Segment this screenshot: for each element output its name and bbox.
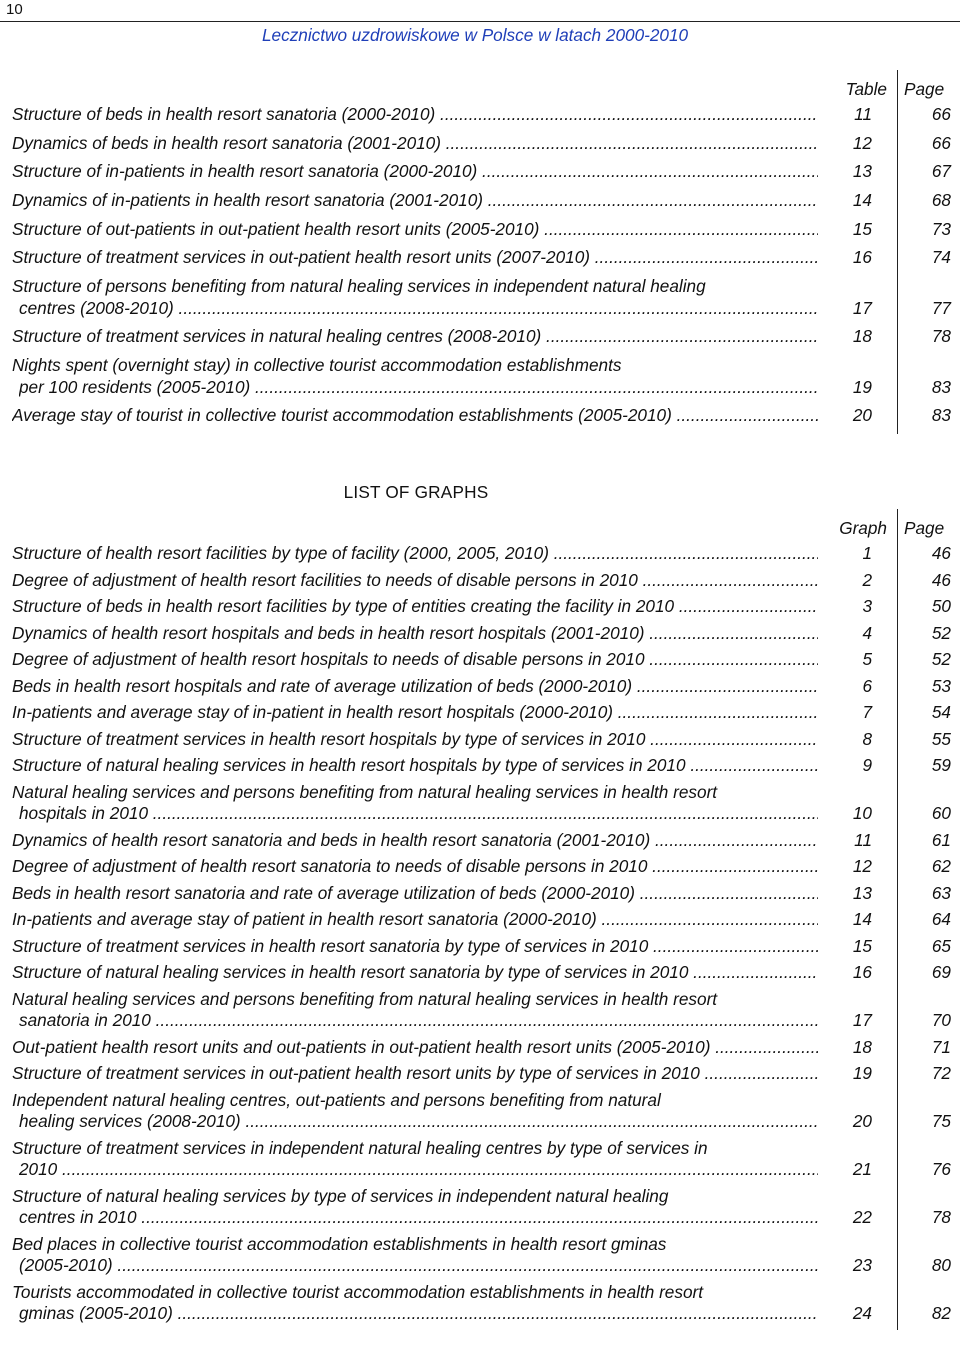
toc-entry-page: 68 [931, 190, 951, 211]
toc-entry-title: Structure of treatment services in health resort sanatoria by type of services in 2010 ..... [12, 936, 818, 957]
toc-entry-number: 6 [862, 675, 872, 696]
toc-entry-number: 20 [852, 405, 872, 426]
toc-entry-page: 76 [931, 1159, 951, 1179]
toc-entry [0, 1186, 960, 1234]
toc-entry-page: 75 [931, 1111, 951, 1131]
toc-entry [0, 676, 960, 703]
column-divider [897, 1234, 898, 1282]
toc-entry [0, 649, 960, 676]
column-divider [897, 989, 898, 1037]
column-divider [897, 104, 898, 133]
toc-entry-title: sanatoria in 2010 ..... [19, 1010, 818, 1031]
toc-entry [0, 247, 960, 276]
toc-entry-number: 1 [862, 543, 872, 563]
toc-entry-number: 14 [852, 909, 872, 929]
toc-entry-title: Independent natural healing centres, out-patients and persons benefiting from natural [12, 1089, 661, 1110]
graphs-list [0, 509, 960, 1330]
toc-entry [0, 962, 960, 989]
column-divider [897, 702, 898, 729]
toc-entry-title: Degree of adjustment of health resort sanatoria to needs of disable persons in 2010 ..... [12, 856, 818, 877]
toc-entry-title: Out-patient health resort units and out-patients in out-patient health resort units (2005-2010) ..... [12, 1037, 818, 1058]
column-divider [897, 676, 898, 703]
column-divider [897, 1282, 898, 1330]
toc-entry-number: 15 [852, 218, 872, 239]
toc-entry-number: 12 [852, 132, 872, 153]
toc-entry-page: 73 [931, 218, 951, 239]
toc-entry-title: Structure of beds in health resort facilities by type of entities creating the facility in 2010 ..... [12, 596, 818, 617]
toc-entry-title: Beds in health resort sanatoria and rate of average utilization of beds (2000-2010) ..... [12, 883, 818, 904]
toc-entry-title: Structure of treatment services in natural healing centres (2008-2010) ..... [12, 326, 818, 347]
toc-entry [0, 104, 960, 133]
graphs-list-header [0, 509, 960, 543]
toc-entry-page: 70 [931, 1010, 951, 1030]
toc-entry-title: In-patients and average stay of patient in health resort sanatoria (2000-2010) ..... [12, 909, 818, 930]
graphs-list-body [0, 543, 960, 1330]
column-divider [897, 623, 898, 650]
column-divider [897, 247, 898, 276]
toc-entry-title: Natural healing services and persons benefiting from natural healing services in health resort [12, 781, 718, 802]
page-column-heading: Page [904, 79, 945, 99]
tables-list [0, 70, 960, 434]
column-divider [897, 355, 898, 405]
toc-entry-number: 7 [862, 702, 872, 722]
toc-entry-title: 2010 ..... [19, 1159, 818, 1180]
toc-entry-number: 3 [862, 596, 872, 616]
toc-entry-page: 78 [931, 326, 951, 347]
toc-entry [0, 596, 960, 623]
column-divider [897, 856, 898, 883]
column-divider [897, 70, 898, 104]
toc-entry-title: Degree of adjustment of health resort facilities to needs of disable persons in 2010 ..... [12, 570, 818, 591]
toc-entry [0, 326, 960, 355]
toc-entry-number: 15 [852, 935, 872, 956]
toc-entry-number: 23 [852, 1255, 872, 1275]
column-divider [897, 509, 898, 543]
column-divider [897, 190, 898, 219]
column-divider [897, 936, 898, 963]
column-divider [897, 830, 898, 857]
column-divider [897, 649, 898, 676]
column-divider [897, 1186, 898, 1234]
header-rule [0, 21, 960, 22]
toc-entry-number: 16 [852, 962, 872, 982]
toc-entry [0, 1090, 960, 1138]
toc-entry [0, 161, 960, 190]
toc-entry [0, 543, 960, 570]
column-divider [897, 729, 898, 756]
toc-entry-page: 46 [931, 569, 951, 590]
toc-entry [0, 1234, 960, 1282]
toc-entry [0, 219, 960, 248]
column-divider [897, 1138, 898, 1186]
toc-entry-title: Dynamics of in-patients in health resort sanatoria (2001-2010) ..... [12, 190, 818, 211]
toc-entry-title: per 100 residents (2005-2010) ..... [19, 377, 818, 398]
column-divider [897, 755, 898, 782]
toc-entry-page: 80 [931, 1255, 951, 1275]
toc-entry-number: 19 [852, 376, 872, 397]
toc-entry [0, 355, 960, 405]
toc-entry-title: Structure of in-patients in health resort sanatoria (2000-2010) ..... [12, 161, 818, 182]
column-divider [897, 596, 898, 623]
toc-entry-number: 9 [862, 755, 872, 775]
column-divider [897, 543, 898, 570]
toc-entry-page: 62 [931, 856, 951, 876]
toc-entry-title: Dynamics of health resort hospitals and beds in health resort hospitals (2001-2010) ..... [12, 623, 818, 644]
toc-entry-number: 20 [852, 1111, 872, 1131]
toc-entry-page: 64 [931, 909, 951, 929]
toc-entry-number: 13 [852, 161, 872, 182]
column-divider [897, 570, 898, 597]
column-divider [897, 1090, 898, 1138]
toc-entry-title: centres in 2010 ..... [19, 1207, 818, 1228]
toc-entry-number: 22 [852, 1207, 872, 1227]
toc-entry-number: 18 [852, 326, 872, 347]
column-divider [897, 962, 898, 989]
toc-entry-page: 83 [931, 405, 951, 426]
toc-entry-title: Tourists accommodated in collective tourist accommodation establishments in health resort [12, 1281, 704, 1302]
toc-entry-page: 63 [931, 882, 951, 903]
toc-entry-page: 53 [931, 675, 951, 696]
toc-entry-page: 52 [931, 649, 951, 669]
column-divider [897, 326, 898, 355]
toc-entry-page: 65 [931, 935, 951, 956]
toc-entry-title: Structure of out-patients in out-patient health resort units (2005-2010) ..... [12, 219, 818, 240]
toc-entry-title: Bed places in collective tourist accommodation establishments in health resort gminas [12, 1233, 667, 1254]
toc-entry-title: Structure of natural healing services in health resort sanatoria by type of services in 2010 ..... [12, 962, 818, 983]
toc-entry-page: 66 [931, 132, 951, 153]
column-divider [897, 276, 898, 326]
toc-entry-number: 14 [852, 190, 872, 211]
toc-entry-number: 11 [854, 104, 872, 124]
toc-entry [0, 405, 960, 434]
toc-entry-page: 74 [931, 247, 951, 268]
toc-entry-page: 59 [931, 755, 951, 775]
column-divider [897, 782, 898, 830]
column-divider [897, 883, 898, 910]
toc-entry-title: Nights spent (overnight stay) in collective tourist accommodation establishments [12, 355, 622, 375]
toc-entry-page: 55 [931, 728, 951, 749]
toc-entry-page: 78 [931, 1207, 951, 1227]
toc-entry [0, 623, 960, 650]
toc-entry-number: 10 [852, 803, 872, 823]
toc-entry-page: 77 [931, 297, 951, 318]
toc-entry-title: Structure of treatment services in out-patient health resort units by type of services in 2010 ..... [12, 1063, 818, 1084]
table-column-heading: Table [845, 79, 887, 99]
toc-entry-page: 67 [931, 161, 951, 182]
toc-entry-page: 61 [931, 829, 951, 850]
column-divider [897, 161, 898, 190]
column-divider [897, 405, 898, 434]
toc-entry [0, 276, 960, 326]
toc-entry [0, 729, 960, 756]
toc-entry-page: 82 [931, 1303, 951, 1323]
toc-entry-page: 60 [931, 803, 951, 823]
toc-entry-number: 16 [852, 247, 872, 268]
column-divider [897, 1037, 898, 1064]
toc-entry-page: 69 [931, 962, 951, 982]
running-title: Lecznictwo uzdrowiskowe w Polsce w latach 2000-2010 [262, 25, 689, 45]
toc-entry [0, 755, 960, 782]
toc-entry-title: Structure of treatment services in health resort hospitals by type of services in 2010 ..... [12, 729, 818, 750]
toc-entry-title: (2005-2010) ..... [19, 1255, 818, 1276]
toc-entry-title: Average stay of tourist in collective tourist accommodation establishments (2005-2010) ..... [12, 405, 818, 426]
toc-entry [0, 989, 960, 1037]
toc-entry [0, 702, 960, 729]
toc-entry-number: 12 [852, 856, 872, 876]
toc-entry-title: centres (2008-2010) ..... [19, 298, 818, 319]
toc-entry-number: 17 [852, 1010, 872, 1030]
toc-entry-title: Dynamics of beds in health resort sanatoria (2001-2010) ..... [12, 133, 818, 154]
page-column-heading: Page [904, 518, 945, 538]
toc-entry-title: Structure of treatment services in independent natural healing centres by type of services in [12, 1137, 708, 1158]
toc-entry-number: 19 [852, 1063, 872, 1083]
page-number: 10 [6, 1, 23, 18]
toc-entry [0, 190, 960, 219]
toc-entry-number: 5 [862, 649, 872, 669]
graph-column-heading: Graph [839, 518, 887, 538]
toc-entry-number: 2 [862, 569, 872, 590]
toc-entry-title: In-patients and average stay of in-patient in health resort hospitals (2000-2010) ..... [12, 702, 818, 723]
toc-entry-number: 18 [852, 1036, 872, 1057]
toc-entry-title: Dynamics of health resort sanatoria and beds in health resort sanatoria (2001-2010) ..... [12, 830, 818, 851]
toc-entry-title: Degree of adjustment of health resort hospitals to needs of disable persons in 2010 ..... [12, 649, 818, 670]
tables-list-header [0, 70, 960, 104]
toc-entry-number: 8 [862, 728, 872, 749]
toc-entry-page: 54 [931, 702, 951, 722]
toc-entry-page: 46 [931, 543, 951, 563]
toc-entry-page: 66 [931, 104, 951, 124]
toc-entry [0, 883, 960, 910]
toc-entry [0, 1063, 960, 1090]
toc-entry-number: 4 [862, 622, 872, 643]
toc-entry [0, 570, 960, 597]
toc-entry-title: Structure of persons benefiting from natural healing services in independent natural healing [12, 276, 706, 297]
toc-entry-title: healing services (2008-2010) ..... [19, 1111, 818, 1132]
toc-entry [0, 1282, 960, 1330]
toc-entry-title: Natural healing services and persons benefiting from natural healing services in health resort [12, 988, 718, 1009]
toc-entry [0, 133, 960, 162]
column-divider [897, 133, 898, 162]
toc-entry [0, 856, 960, 883]
toc-entry-title: hospitals in 2010 ..... [19, 803, 818, 824]
toc-entry-page: 71 [931, 1036, 951, 1057]
toc-entry [0, 1037, 960, 1064]
toc-entry-page: 50 [931, 596, 951, 616]
toc-entry [0, 936, 960, 963]
toc-entry [0, 830, 960, 857]
column-divider [897, 219, 898, 248]
toc-entry-page: 83 [931, 376, 951, 397]
toc-entry-page: 52 [931, 622, 951, 643]
toc-entry-number: 21 [852, 1159, 872, 1179]
toc-entry-title: Structure of treatment services in out-patient health resort units (2007-2010) ..... [12, 247, 818, 268]
toc-entry-number: 24 [852, 1303, 872, 1323]
toc-entry-title: Structure of health resort facilities by type of facility (2000, 2005, 2010) ..... [12, 543, 818, 564]
toc-entry-page: 72 [931, 1063, 951, 1083]
toc-entry-number: 13 [852, 882, 872, 903]
toc-entry-title: gminas (2005-2010) ..... [19, 1303, 818, 1324]
list-of-graphs-title: LIST OF GRAPHS [343, 482, 489, 502]
toc-entry [0, 1138, 960, 1186]
toc-entry-title: Structure of natural healing services by type of services in independent natural healing [12, 1185, 669, 1206]
toc-entry-number: 17 [852, 297, 872, 318]
toc-entry [0, 782, 960, 830]
tables-list-body [0, 104, 960, 434]
column-divider [897, 909, 898, 936]
toc-entry-title: Structure of natural healing services in health resort hospitals by type of services in 2010 ..... [12, 755, 818, 776]
toc-entry-number: 11 [854, 829, 872, 850]
toc-entry [0, 909, 960, 936]
toc-entry-title: Structure of beds in health resort sanatoria (2000-2010) ..... [12, 104, 818, 125]
toc-entry-title: Beds in health resort hospitals and rate of average utilization of beds (2000-2010) ..... [12, 676, 818, 697]
column-divider [897, 1063, 898, 1090]
